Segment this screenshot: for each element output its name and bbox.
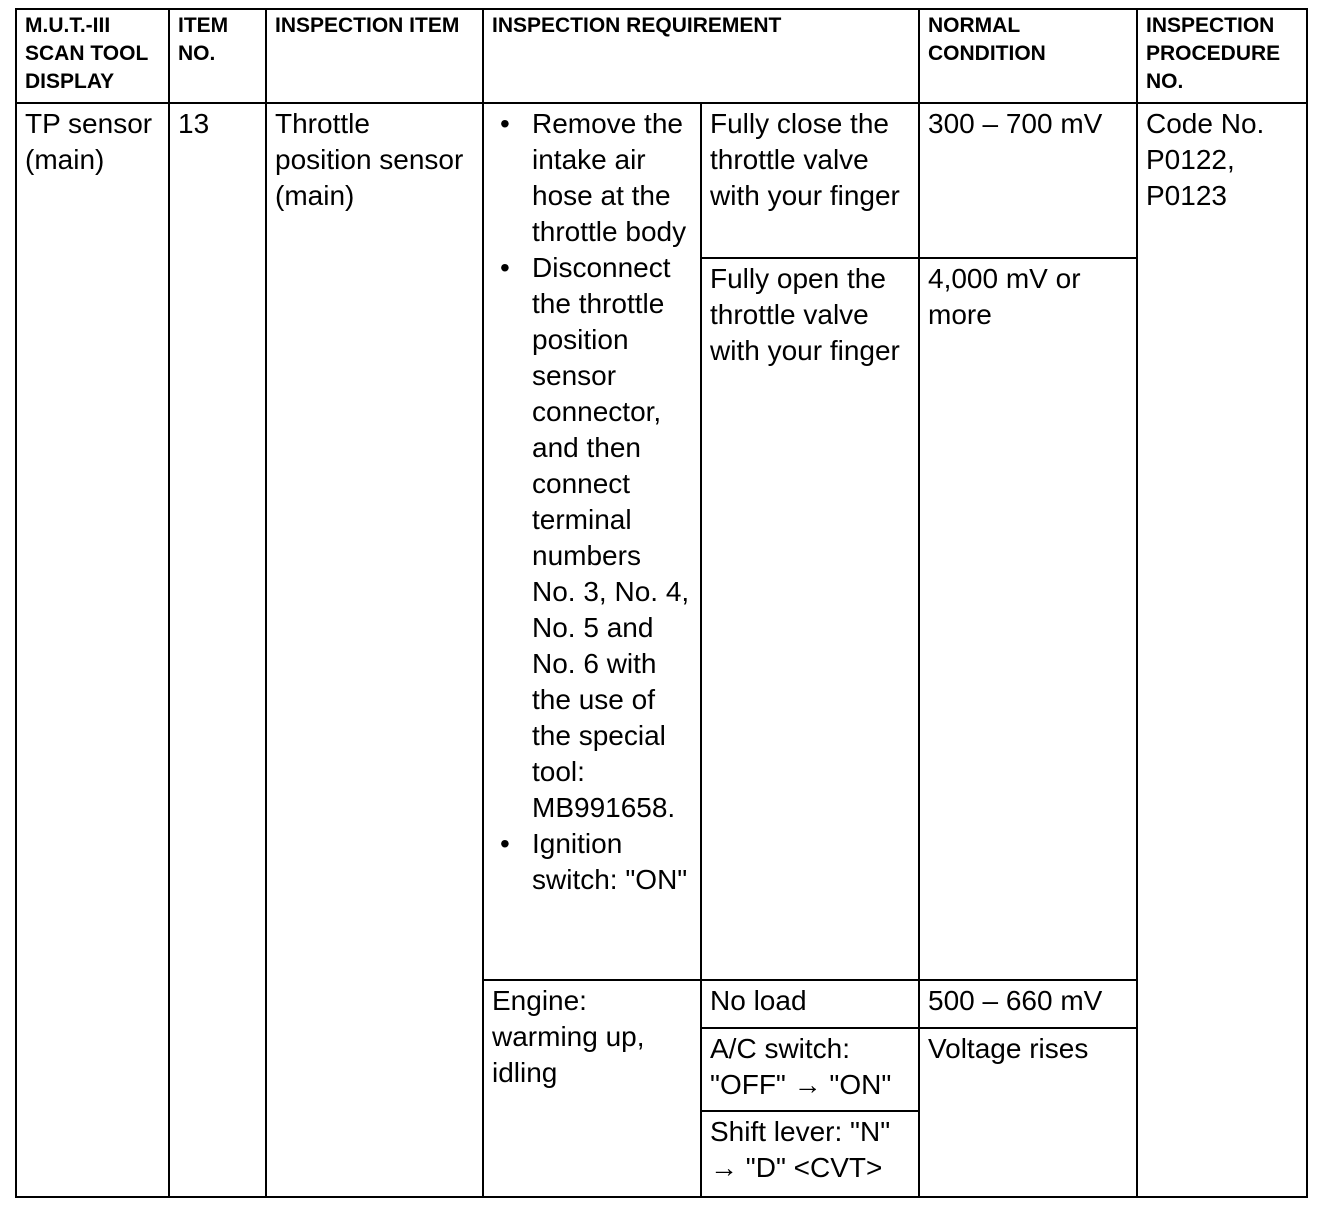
cell-throttle-close-normal: 300 – 700 mV [919,103,1137,258]
header-scan-tool-display: M.U.T.-III SCAN TOOL DISPLAY [16,9,169,103]
setup-conditions-list [492,106,692,898]
cell-throttle-open: Fully open the throttle valve with your finger [701,258,919,980]
cell-item-no: 13 [169,103,266,1197]
header-inspection-requirement: INSPECTION REQUIREMENT [483,9,919,103]
cell-throttle-close: Fully close the throttle valve with your finger [701,103,919,258]
header-normal-condition: NORMAL CONDITION [919,9,1137,103]
cell-inspection-item: Throttle position sensor (main) [266,103,483,1197]
cell-procedure-no: Code No. P0122, P0123 [1137,103,1307,1197]
setup-condition-item: • Remove the intake air hose at the throttle body [492,106,692,250]
cell-engine-condition: Engine: warming up, idling [483,980,701,1197]
header-item-no: ITEM NO. [169,9,266,103]
header-inspection-item: INSPECTION ITEM [266,9,483,103]
cell-no-load: No load [701,980,919,1028]
cell-voltage-rises: Voltage rises [919,1028,1137,1197]
cell-scan-tool-display: TP sensor (main) [16,103,169,1197]
cell-throttle-open-normal: 4,000 mV or more [919,258,1137,980]
cell-shift-lever: Shift lever: "N" → "D" <CVT> [701,1111,919,1197]
cell-ac-switch: A/C switch: "OFF" → "ON" [701,1028,919,1111]
header-inspection-procedure-no: INSPECTION PROCEDURE NO. [1137,9,1307,103]
setup-condition-item: • Ignition switch: "ON" [492,826,692,898]
inspection-table [15,8,1308,1198]
cell-setup-conditions [483,103,701,980]
cell-no-load-normal: 500 – 660 mV [919,980,1137,1028]
setup-condition-item: • Disconnect the throttle position sensor connector, and then connect terminal numbers No. 3, No. 4, No. 5 and No. 6 with the use of the special tool: MB991658. [492,250,692,826]
